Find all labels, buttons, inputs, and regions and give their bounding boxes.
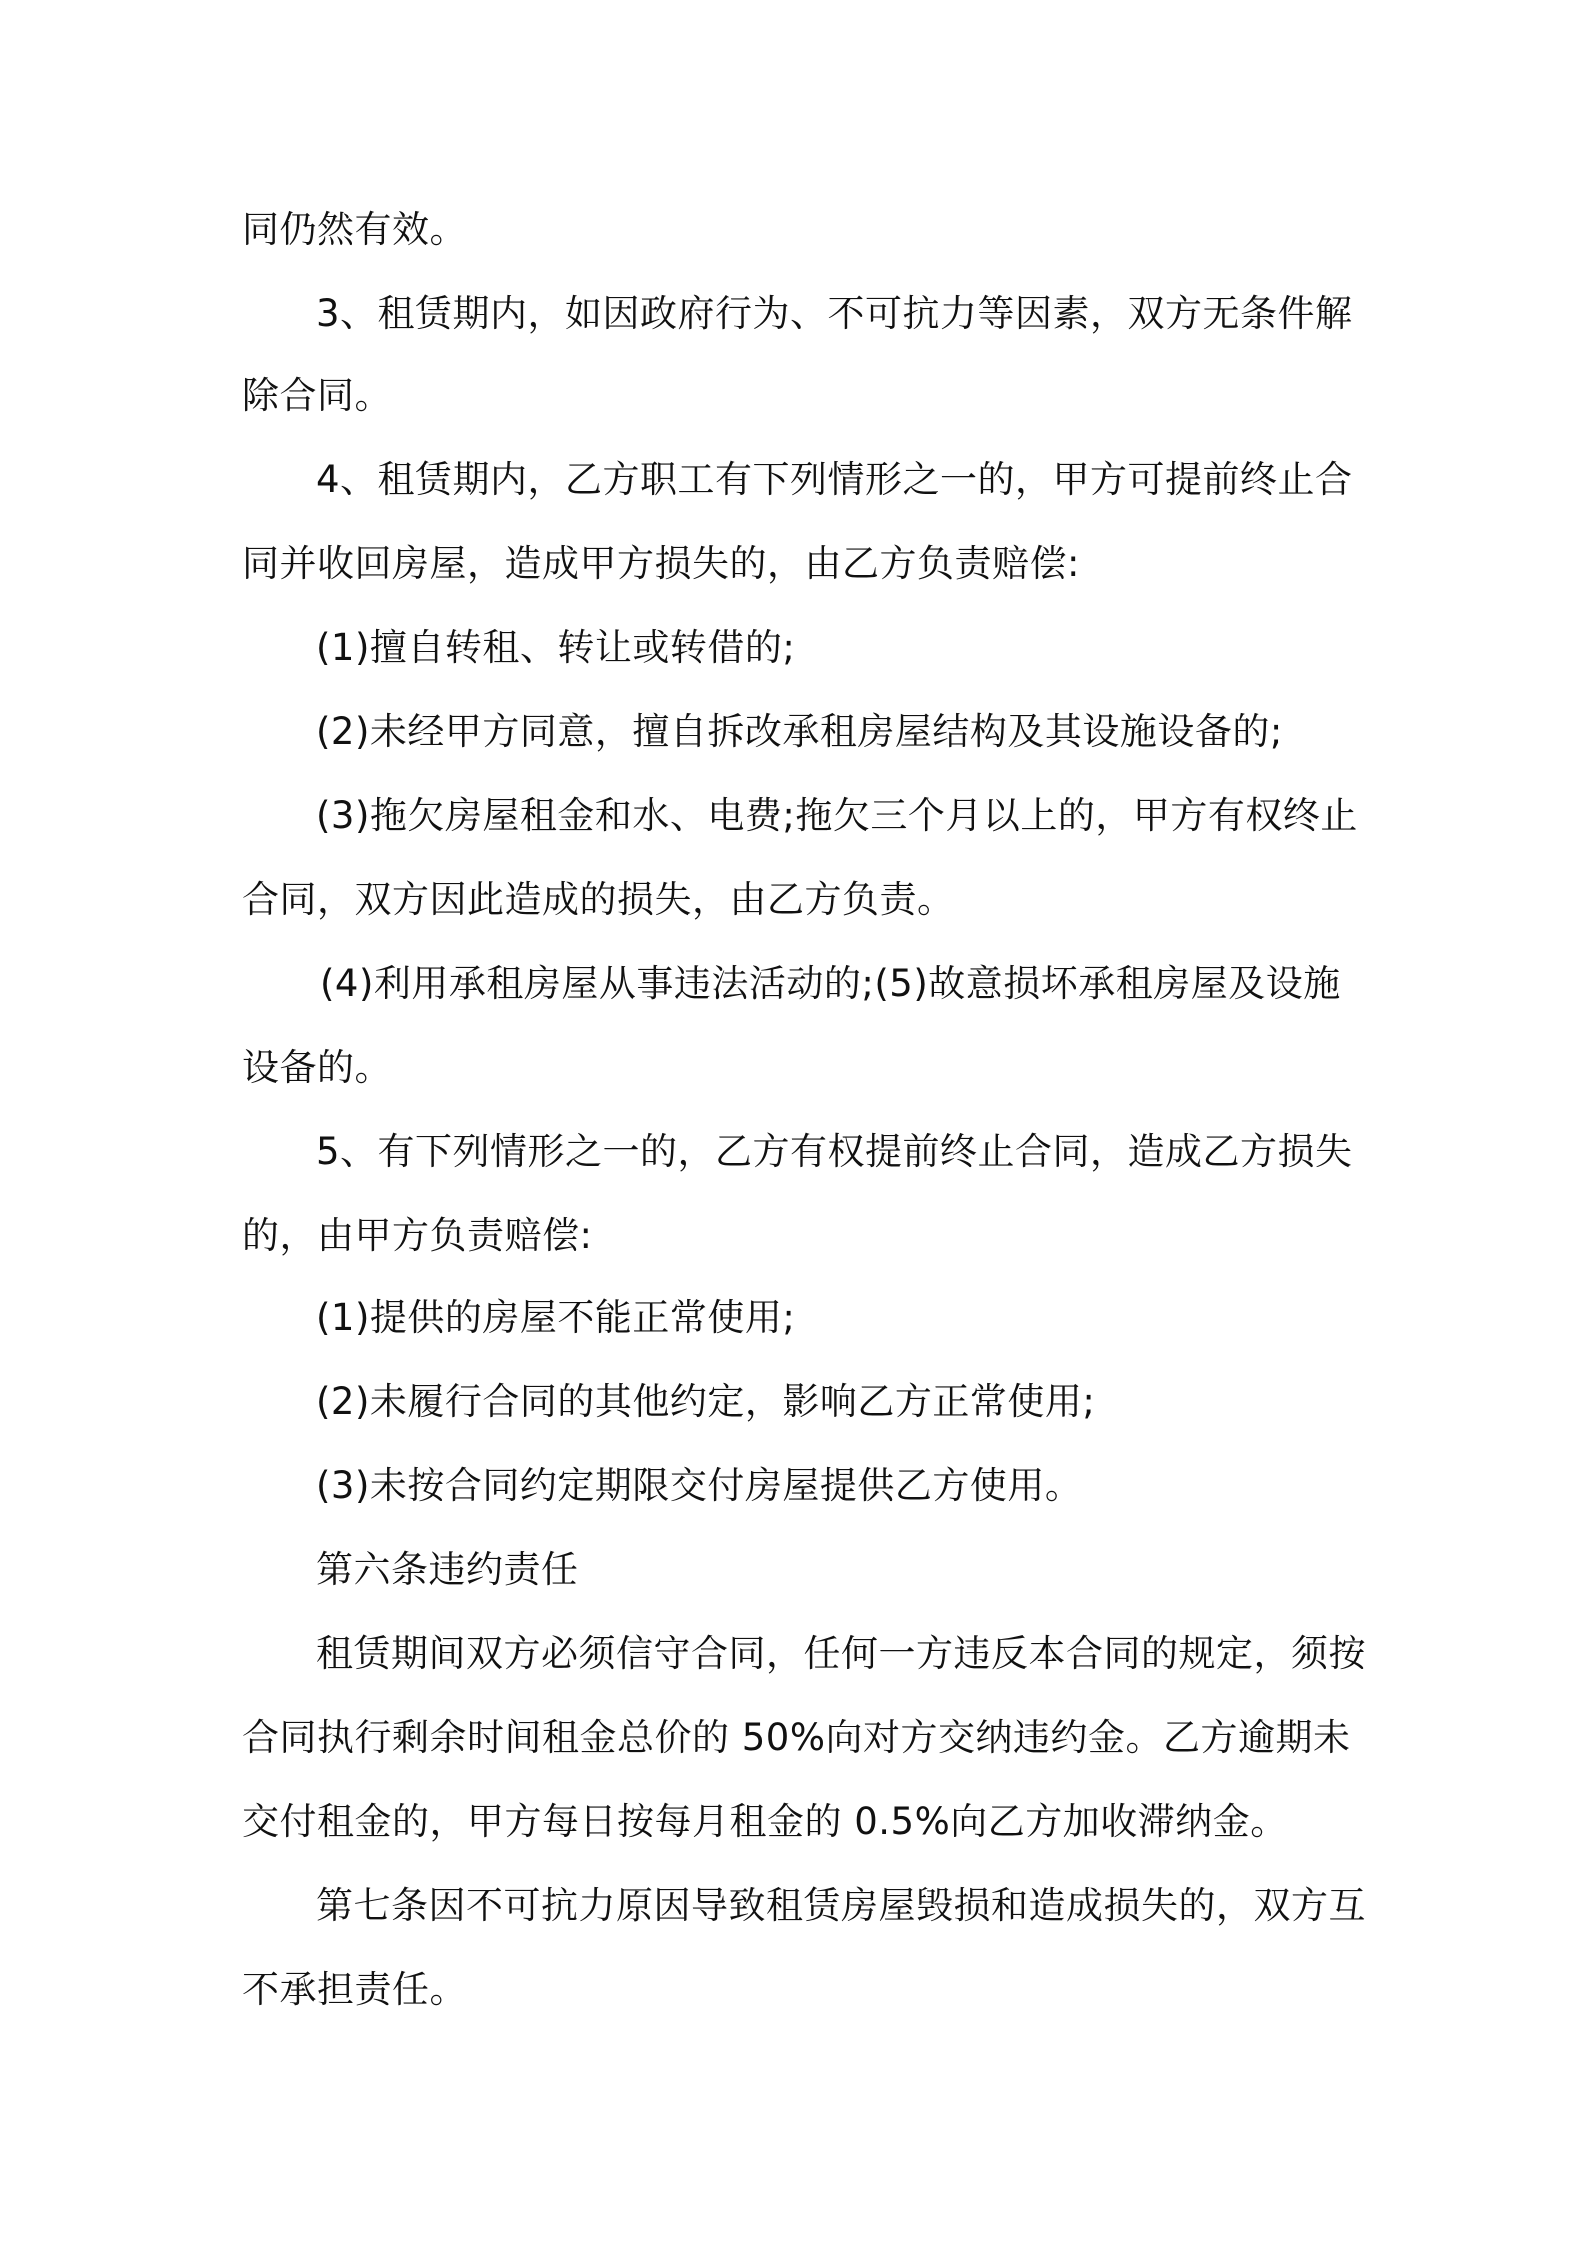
clause-4-item-3-line-1: (3)拖欠房屋租金和水、电费;拖欠三个月以上的，甲方有权终止 [316, 794, 1358, 837]
clause-5-item-3: (3)未按合同约定期限交付房屋提供乙方使用。 [316, 1464, 1083, 1507]
clause-5-item-1: (1)提供的房屋不能正常使用; [316, 1296, 796, 1339]
clause-4-item-4-5-line-2: 设备的。 [242, 1046, 392, 1089]
article-6-line-1: 租赁期间双方必须信守合同，任何一方违反本合同的规定，须按 [316, 1632, 1366, 1675]
text-line: 同仍然有效。 [242, 208, 467, 251]
clause-4-item-1: (1)擅自转租、转让或转借的; [316, 626, 796, 669]
clause-5-line-2: 的，由甲方负责赔偿: [242, 1214, 593, 1257]
article-6-line-2: 合同执行剩余时间租金总价的 50%向对方交纳违约金。乙方逾期未 [242, 1716, 1351, 1759]
clause-4-item-4-5-line-1: (4)利用承租房屋从事违法活动的;(5)故意损坏承租房屋及设施 [320, 962, 1341, 1005]
clause-4-line-1: 4、租赁期内，乙方职工有下列情形之一的，甲方可提前终止合 [316, 458, 1353, 501]
clause-3-line-2: 除合同。 [242, 374, 392, 417]
clause-5-line-1: 5、有下列情形之一的，乙方有权提前终止合同，造成乙方损失 [316, 1130, 1353, 1173]
article-7-line-2: 不承担责任。 [242, 1968, 467, 2011]
clause-4-item-3-line-2: 合同，双方因此造成的损失，由乙方负责。 [242, 878, 955, 921]
clause-3-line-1: 3、租赁期内，如因政府行为、不可抗力等因素，双方无条件解 [316, 292, 1353, 335]
clause-4-line-2: 同并收回房屋，造成甲方损失的，由乙方负责赔偿: [242, 542, 1080, 585]
article-6-heading: 第六条违约责任 [316, 1548, 579, 1591]
article-7-line-1: 第七条因不可抗力原因导致租赁房屋毁损和造成损失的，双方互 [316, 1884, 1366, 1927]
clause-5-item-2: (2)未履行合同的其他约定，影响乙方正常使用; [316, 1380, 1096, 1423]
clause-4-item-2: (2)未经甲方同意，擅自拆改承租房屋结构及其设施设备的; [316, 710, 1283, 753]
article-6-line-3: 交付租金的，甲方每日按每月租金的 0.5%向乙方加收滞纳金。 [242, 1800, 1288, 1843]
